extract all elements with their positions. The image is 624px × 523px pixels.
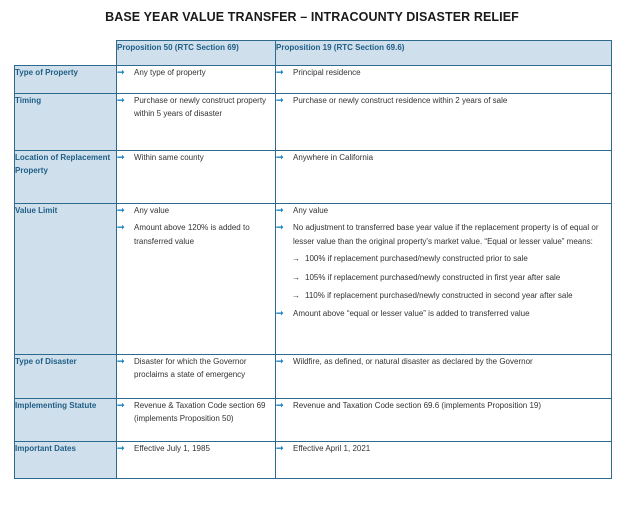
right-arrow-icon: ➞ <box>117 356 125 366</box>
right-arrow-icon: ➞ <box>276 67 284 77</box>
list-item <box>276 221 611 248</box>
right-arrow-icon: ➞ <box>276 205 284 215</box>
right-arrow-icon: ➞ <box>276 308 284 319</box>
prop19-cell <box>276 151 612 204</box>
prop19-cell <box>276 399 612 442</box>
list-item <box>276 399 611 412</box>
item-text: Any type of property <box>134 68 206 77</box>
right-arrow-icon: ➞ <box>117 222 125 233</box>
item-text: Purchase or newly construct property within 5 years of disaster <box>134 96 267 119</box>
list-item <box>117 94 275 121</box>
table-row <box>15 151 612 204</box>
table-row <box>15 66 612 94</box>
header-row <box>15 41 612 66</box>
item-text: Revenue & Taxation Code section 69 (implements Proposition 50) <box>134 401 266 424</box>
row-label: Implementing Statute <box>15 399 117 442</box>
list-item <box>117 66 275 79</box>
item-text: Disaster for which the Governor proclaims a state of emergency <box>134 357 247 380</box>
list-item <box>276 66 611 79</box>
sub-list-item <box>292 271 611 284</box>
list-item <box>276 151 611 164</box>
list-item <box>117 399 275 426</box>
right-arrow-icon: ➞ <box>276 400 284 410</box>
right-arrow-icon: ➞ <box>117 67 125 77</box>
item-text: Anywhere in California <box>293 153 374 162</box>
right-arrow-icon: ➞ <box>117 152 125 162</box>
list-item <box>276 307 611 320</box>
list-item <box>276 355 611 368</box>
row-label: Timing <box>15 94 117 151</box>
item-text: No adjustment to transferred base year value if the replacement property is of equal or lesser value than the original property's market value. “Equal or lesser value” means: <box>293 223 599 246</box>
small-right-arrow-icon: → <box>292 272 300 282</box>
small-right-arrow-icon: → <box>292 291 300 301</box>
prop50-cell <box>117 204 276 355</box>
sub-list-item <box>292 289 611 302</box>
header-prop50: Proposition 50 (RTC Section 69) <box>117 41 276 66</box>
right-arrow-icon: ➞ <box>117 400 125 410</box>
prop50-cell <box>117 66 276 94</box>
right-arrow-icon: ➞ <box>276 443 284 453</box>
list-item <box>276 94 611 107</box>
right-arrow-icon: ➞ <box>276 95 284 105</box>
row-label: Type of Property <box>15 66 117 94</box>
table-row <box>15 94 612 151</box>
prop50-cell <box>117 399 276 442</box>
item-text: Purchase or newly construct residence within 2 years of sale <box>293 96 508 105</box>
list-item <box>117 204 275 217</box>
right-arrow-icon: ➞ <box>117 443 125 453</box>
prop19-cell <box>276 94 612 151</box>
row-label: Important Dates <box>15 442 117 479</box>
item-text: Any value <box>293 206 329 215</box>
right-arrow-icon: ➞ <box>117 95 125 105</box>
item-text: Amount above 120% is added to transferred value <box>134 223 250 246</box>
prop50-cell <box>117 442 276 479</box>
prop50-cell <box>117 94 276 151</box>
comparison-table <box>14 40 612 479</box>
item-text: Amount above “equal or lesser value” is added to transferred value <box>293 309 530 319</box>
page-title: BASE YEAR VALUE TRANSFER – INTRACOUNTY DISASTER RELIEF <box>105 10 519 24</box>
list-item <box>117 442 275 455</box>
table-row <box>15 355 612 399</box>
prop19-cell <box>276 204 612 355</box>
header-prop19: Proposition 19 (RTC Section 69.6) <box>276 41 612 66</box>
item-text: Principal residence <box>293 68 361 77</box>
right-arrow-icon: ➞ <box>117 205 125 215</box>
item-text: Effective April 1, 2021 <box>293 444 371 453</box>
item-text: 100% if replacement purchased/newly constructed prior to sale <box>305 254 528 264</box>
list-item <box>117 221 275 248</box>
row-label: Value Limit <box>15 204 117 355</box>
table-row <box>15 442 612 479</box>
right-arrow-icon: ➞ <box>276 222 284 233</box>
prop50-cell <box>117 151 276 204</box>
right-arrow-icon: ➞ <box>276 356 284 366</box>
header-corner <box>15 41 117 66</box>
right-arrow-icon: ➞ <box>276 152 284 162</box>
small-right-arrow-icon: → <box>292 254 300 264</box>
item-text: Revenue and Taxation Code section 69.6 (implements Proposition 19) <box>293 401 541 410</box>
prop19-cell <box>276 355 612 399</box>
sub-list-item <box>292 252 611 265</box>
list-item <box>117 355 275 382</box>
table-row <box>15 399 612 442</box>
list-item <box>276 204 611 217</box>
item-text: 110% if replacement purchased/newly constructed in second year after sale <box>305 291 573 301</box>
row-label: Type of Disaster <box>15 355 117 399</box>
list-item <box>117 151 275 164</box>
prop50-cell <box>117 355 276 399</box>
item-text: 105% if replacement purchased/newly constructed in first year after sale <box>305 272 561 282</box>
item-text: Within same county <box>134 153 204 162</box>
item-text: Effective July 1, 1985 <box>134 444 210 453</box>
prop19-cell <box>276 442 612 479</box>
prop19-cell <box>276 66 612 94</box>
list-item <box>276 442 611 455</box>
item-text: Wildfire, as defined, or natural disaster as declared by the Governor <box>293 357 533 366</box>
row-label: Location of Replacement Property <box>15 151 117 204</box>
table-row <box>15 204 612 355</box>
item-text: Any value <box>134 206 170 215</box>
